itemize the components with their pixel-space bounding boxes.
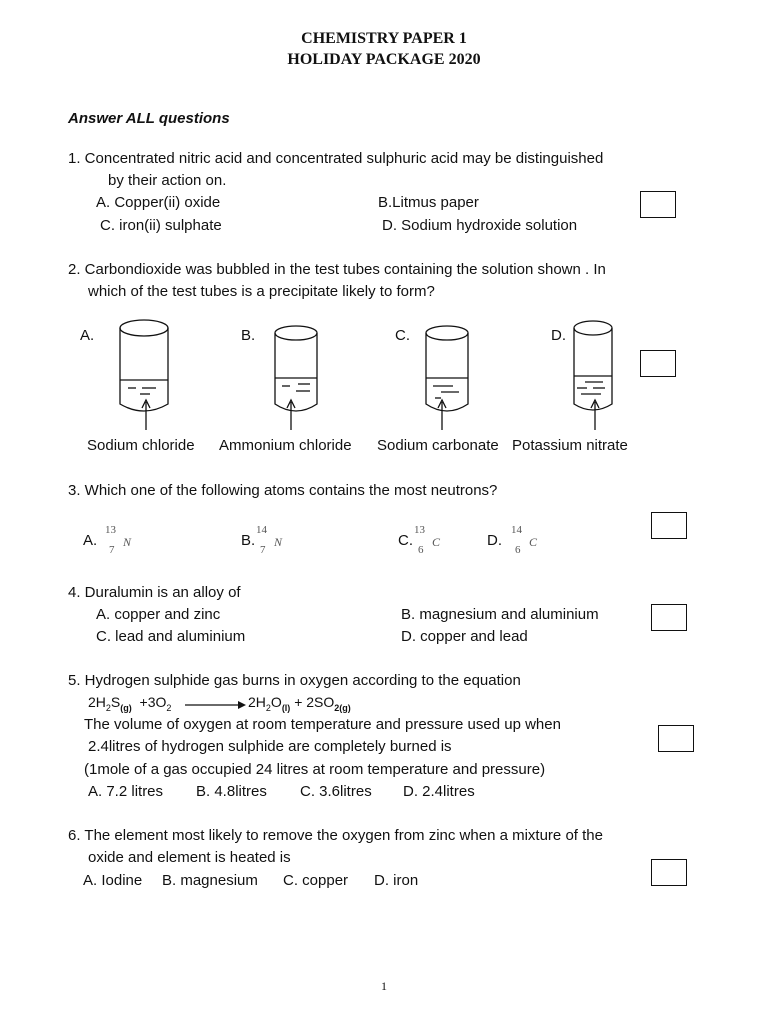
q4-option-b: B. magnesium and aluminium	[401, 606, 599, 623]
q4-stem: 4. Duralumin is an alloy of	[68, 584, 241, 601]
q6-stem-line1: 6. The element most likely to remove the oxygen from zinc when a mixture of the	[68, 827, 603, 844]
test-tube-c-diagram	[423, 324, 473, 438]
q2-solution-a: Sodium chloride	[87, 437, 195, 454]
q6-option-b: B. magnesium	[162, 872, 258, 889]
q3-c-symbol: C	[432, 535, 441, 549]
q5-eq-text: 2H	[248, 694, 266, 710]
q3-option-b-label: B.	[241, 532, 256, 549]
q5-eq-text: S	[110, 694, 121, 710]
q5-equation-reactants	[88, 694, 171, 713]
q3-stem: 3. Which one of the following atoms contains the most neutrons?	[68, 482, 498, 499]
q5-option-a: A. 7.2 litres	[88, 783, 164, 800]
q5-option-b: B. 4.8litres	[196, 783, 267, 800]
q2-label-d: D.	[551, 327, 566, 344]
q2-solution-b: Ammonium chloride	[219, 437, 352, 454]
q6-option-a: A. Iodine	[83, 872, 143, 889]
q6-stem-line2: oxide and element is heated is	[88, 849, 291, 866]
instructions: Answer ALL questions	[68, 110, 230, 127]
q5-eq-text: O	[270, 694, 282, 710]
q5-eq-sub: 2(g)	[334, 702, 351, 713]
q5-line3: The volume of oxygen at room temperature and pressure used up when	[84, 716, 561, 733]
q5-line4: 2.4litres of hydrogen sulphide are completely burned is	[88, 738, 452, 755]
q3-option-d-label: D.	[487, 532, 502, 549]
q2-stem-line2: which of the test tubes is a precipitate likely to form?	[88, 283, 435, 300]
q3-option-c-label: C.	[398, 532, 413, 549]
q5-eq-text: 2H	[88, 694, 106, 710]
q5-eq-state: (l)	[281, 702, 291, 713]
q1-option-c: C. iron(ii) sulphate	[100, 217, 222, 234]
q1-option-b: B.Litmus paper	[378, 194, 479, 211]
q5-stem: 5. Hydrogen sulphide gas burns in oxygen according to the equation	[68, 672, 521, 689]
q1-stem-line2: by their action on.	[108, 172, 227, 189]
q3-d-mass-number: 14	[511, 524, 522, 536]
q2-label-c: C.	[395, 327, 410, 344]
q5-line5: (1mole of a gas occupied 24 litres at room temperature and pressure)	[84, 761, 546, 778]
q3-c-atomic-number: 6	[418, 544, 424, 556]
q1-option-d: D. Sodium hydroxide solution	[382, 217, 578, 234]
q2-stem-line1: 2. Carbondioxide was bubbled in the test tubes containing the solution shown . In	[68, 261, 606, 278]
page-number: 1	[381, 979, 387, 993]
test-tube-a-diagram	[116, 318, 172, 438]
paper-subtitle: HOLIDAY PACKAGE 2020	[287, 51, 481, 68]
q5-eq-text: +3O	[131, 694, 167, 710]
q3-a-mass-number: 13	[105, 524, 116, 536]
q2-solution-c: Sodium carbonate	[377, 437, 499, 454]
q6-option-d: D. iron	[374, 872, 419, 889]
q4-option-c: C. lead and aluminium	[96, 628, 246, 645]
test-tube-d-diagram	[571, 318, 617, 438]
q4-answer-box[interactable]	[651, 604, 687, 631]
q2-label-b: B.	[241, 327, 256, 344]
q1-option-a: A. Copper(ii) oxide	[96, 194, 221, 211]
q5-equation-products	[248, 694, 351, 713]
q5-eq-sub: 2	[265, 702, 271, 713]
test-tube-b-diagram	[272, 324, 322, 438]
q2-label-a: A.	[80, 327, 95, 344]
q3-b-mass-number: 14	[256, 524, 267, 536]
q4-option-a: A. copper and zinc	[96, 606, 221, 623]
q5-eq-sub: 2	[166, 702, 172, 713]
q4-option-d: D. copper and lead	[401, 628, 528, 645]
q3-d-symbol: C	[529, 535, 538, 549]
q3-a-atomic-number: 7	[109, 544, 115, 556]
q5-answer-box[interactable]	[658, 725, 694, 752]
q6-answer-box[interactable]	[651, 859, 687, 886]
q3-option-a-label: A.	[83, 532, 98, 549]
q5-eq-text: + 2SO	[290, 694, 335, 710]
paper-title: CHEMISTRY PAPER 1	[301, 30, 467, 47]
q3-a-symbol: N	[123, 535, 132, 549]
q6-option-c: C. copper	[283, 872, 349, 889]
q5-eq-state: (g)	[120, 702, 132, 713]
q5-option-c: C. 3.6litres	[300, 783, 372, 800]
q5-eq-sub: 2	[105, 702, 111, 713]
q3-b-atomic-number: 7	[260, 544, 266, 556]
q3-d-atomic-number: 6	[515, 544, 521, 556]
q1-stem-line1: 1. Concentrated nitric acid and concentrated sulphuric acid may be distinguished	[68, 150, 604, 167]
q3-b-symbol: N	[274, 535, 283, 549]
q1-answer-box[interactable]	[640, 191, 676, 218]
q5-option-d: D. 2.4litres	[403, 783, 475, 800]
q2-answer-box[interactable]	[640, 350, 676, 377]
q3-c-mass-number: 13	[414, 524, 425, 536]
reaction-arrow-icon	[185, 700, 247, 710]
q3-answer-box[interactable]	[651, 512, 687, 539]
q2-solution-d: Potassium nitrate	[512, 437, 628, 454]
